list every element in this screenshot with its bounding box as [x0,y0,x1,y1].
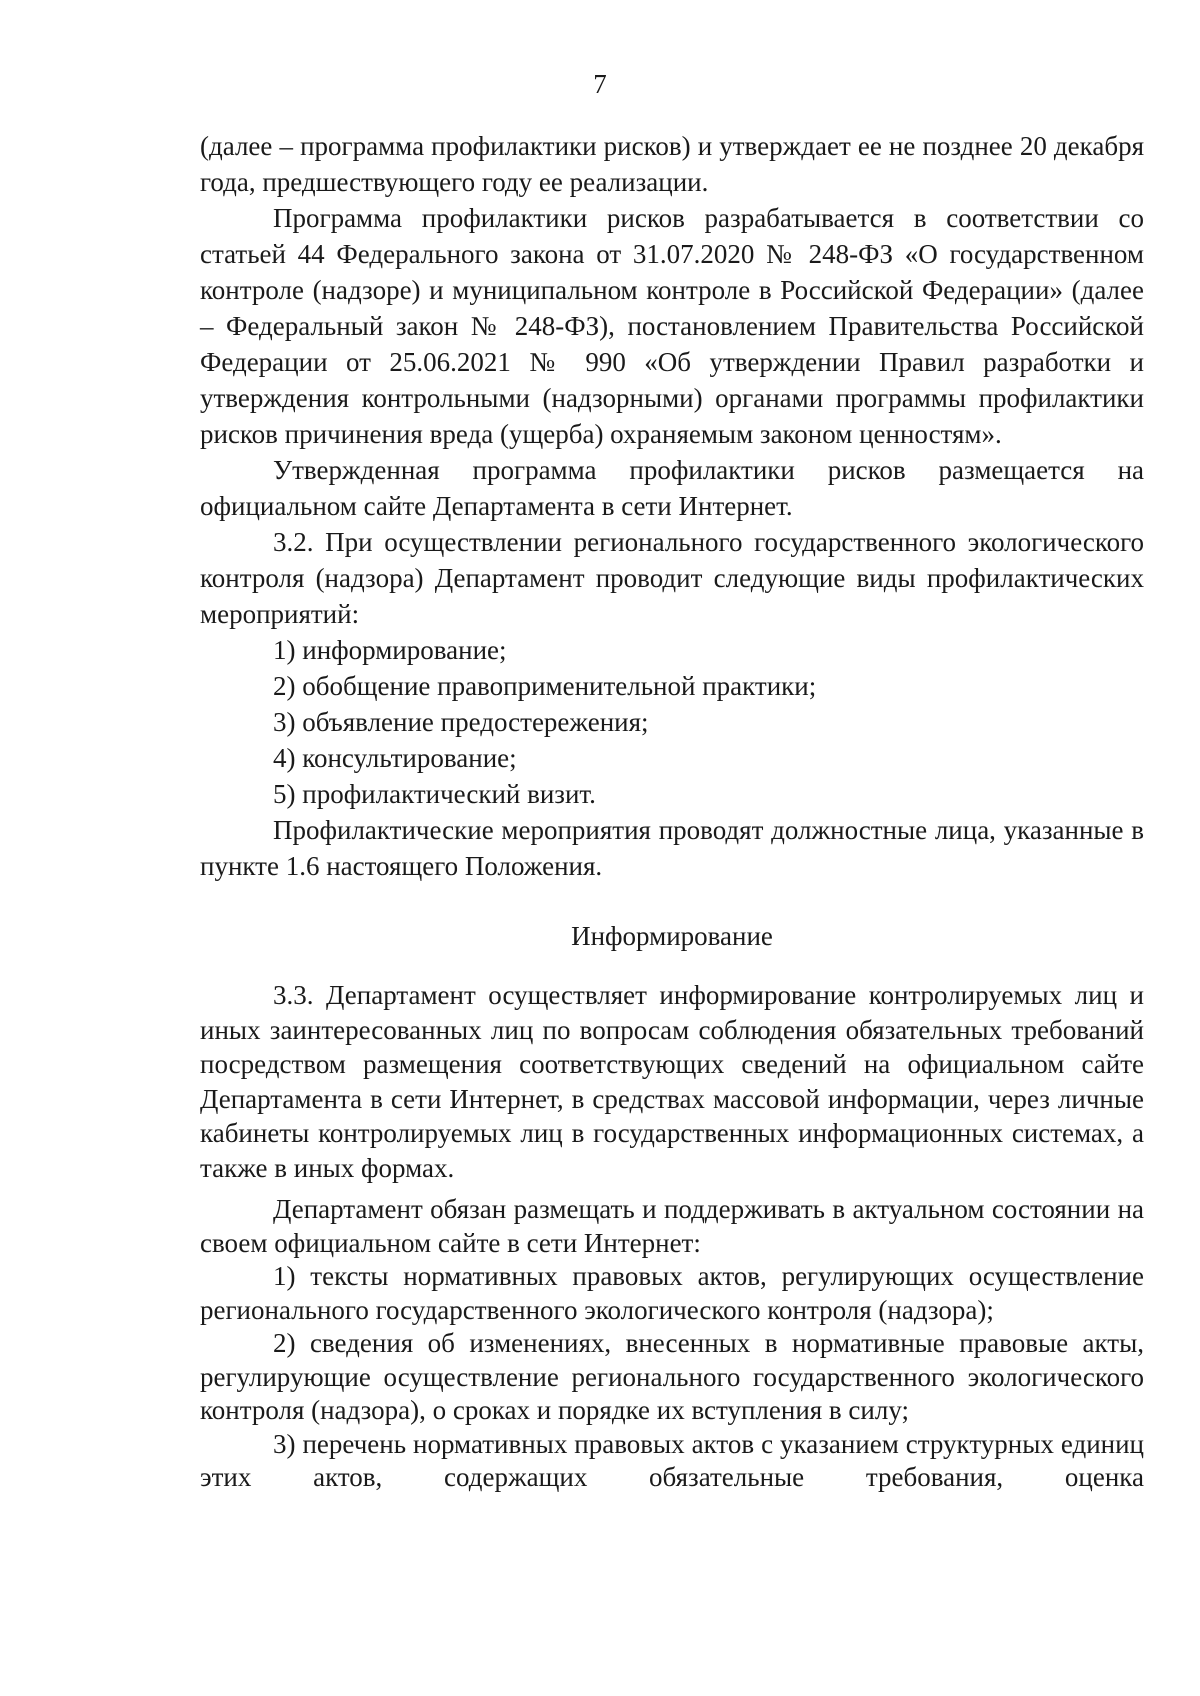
list-item: 3) объявление предостережения; [273,707,649,737]
document-body [200,128,1144,1495]
paragraph-continuation: (далее – программа профилактики рисков) и утверждает ее не позднее 20 декабря года, предшествующего году ее реализации. [200,131,1144,197]
section-heading: Информирование [571,921,773,951]
paragraph-officials: Профилактические мероприятия проводят должностные лица, указанные в пункте 1.6 настоящего Положения. [200,815,1144,881]
paragraph-3-2: 3.2. При осуществлении регионального государственного экологического контроля (надзора) Департамент проводит следующие виды профилактических мероприятий: [200,527,1144,629]
list-item: 2) обобщение правоприменительной практики; [273,671,817,701]
paragraph-3-3: 3.3. Департамент осуществляет информирование контролируемых лиц и иных заинтересованных лиц по вопросам соблюдения обязательных требований посредством размещения соответствующих сведений на официальном сайте Департамента в сети Интернет, в средствах массовой информации, через личные кабинеты контролируемых лиц в государственных информационных системах, а также в иных формах. [200,980,1144,1183]
page-number: 7 [593,69,607,99]
list-item: 1) информирование; [273,635,507,665]
paragraph-obliged: Департамент обязан размещать и поддерживать в актуальном состоянии на своем официальном сайте в сети Интернет: [200,1194,1144,1258]
list-item: 5) профилактический визит. [273,779,596,809]
list-item: 1) тексты нормативных правовых актов, регулирующих осуществление регионального государственного экологического контроля (надзора); [200,1261,1144,1325]
list-item: 4) консультирование; [273,743,517,773]
list-item: 2) сведения об изменениях, внесенных в нормативные правовые акты, регулирующие осуществление регионального государственного экологического контроля (надзора), о сроках и порядке их вступления в силу; [200,1328,1144,1425]
list-item: 3) перечень нормативных правовых актов с указанием структурных единиц этих актов, содержащих обязательные требования, оценка [200,1428,1144,1492]
paragraph-risk-program: Программа профилактики рисков разрабатывается в соответствии со статьей 44 Федерального закона от 31.07.2020 № 248-ФЗ «О государственном контроле (надзоре) и муниципальном контроле в Российской Федерации» (далее – Федеральный закон № 248-ФЗ), постановлением Правительства Российской Федерации от 25.06.2021 № 990 «Об утверждении Правил разработки и утверждения контрольными (надзорными) органами программы профилактики рисков причинения вреда (ущерба) охраняемым законом ценностям». [200,203,1144,449]
paragraph-approved-program: Утвержденная программа профилактики рисков размещается на официальном сайте Департамента в сети Интернет. [200,455,1144,521]
